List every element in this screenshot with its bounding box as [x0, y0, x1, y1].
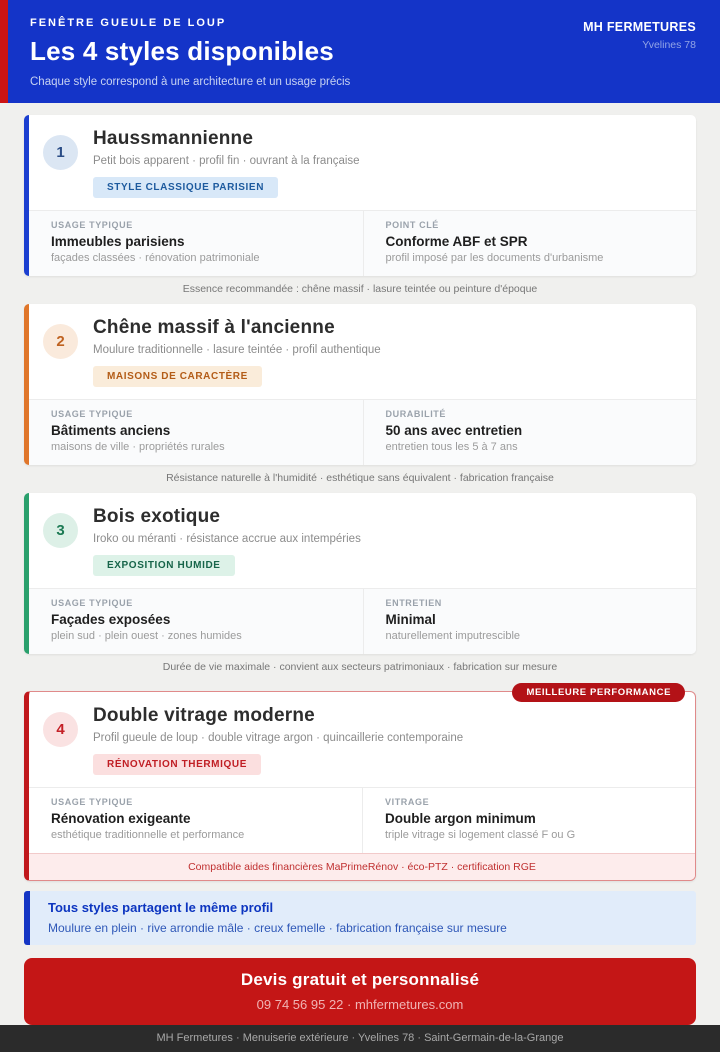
card-columns — [29, 399, 696, 465]
column-label: DURABILITÉ — [385, 409, 446, 419]
card-number-badge: 4 — [43, 712, 78, 747]
card-subtitle: Iroko ou méranti · résistance accrue aux intempéries — [93, 533, 361, 545]
card-title: Bois exotique — [93, 506, 221, 527]
column-note: triple vitrage si logement classé F ou G — [385, 829, 576, 841]
header-accent-stripe — [0, 0, 8, 103]
card-top — [29, 493, 696, 588]
usage-column — [29, 788, 362, 853]
card-tag: RÉNOVATION THERMIQUE — [93, 754, 261, 775]
card-title: Double vitrage moderne — [93, 705, 315, 726]
column-label: USAGE TYPIQUE — [51, 220, 133, 230]
glazing-column — [362, 788, 695, 853]
card-head — [93, 317, 381, 387]
card-columns — [29, 210, 696, 276]
column-note: profil imposé par les documents d'urbanisme — [385, 252, 604, 264]
card-subtitle: Petit bois apparent · profil fin · ouvrant à la française — [93, 155, 360, 167]
card-title: Haussmannienne — [93, 128, 254, 149]
header-subtitle: Chaque style correspond à une architecture et un usage précis — [30, 76, 351, 88]
page-title: Les 4 styles disponibles — [30, 36, 334, 66]
column-value: Double argon minimum — [385, 811, 536, 826]
column-note: esthétique traditionnelle et performance — [51, 829, 245, 841]
column-label: POINT CLÉ — [385, 220, 439, 230]
profile-box-title: Tous styles partagent le même profil — [48, 900, 274, 915]
quote-cta-button[interactable] — [24, 958, 696, 1025]
header — [0, 0, 720, 103]
column-note: façades classées · rénovation patrimoniale — [51, 252, 260, 264]
card-tag: MAISONS DE CARACTÈRE — [93, 366, 262, 387]
cta-contact-info: 09 74 56 95 22 · mhfermetures.com — [256, 997, 464, 1012]
card-number-badge: 3 — [43, 513, 78, 548]
column-label: USAGE TYPIQUE — [51, 598, 133, 608]
brand-name: MH FERMETURES — [583, 20, 696, 34]
column-value: Immeubles parisiens — [51, 234, 185, 249]
card-top — [29, 692, 695, 787]
column-value: Façades exposées — [51, 612, 171, 627]
column-label: USAGE TYPIQUE — [51, 409, 133, 419]
usage-column — [29, 211, 363, 276]
card-head — [93, 506, 361, 576]
column-note: naturellement imputrescible — [385, 630, 521, 642]
shared-profile-box — [24, 891, 696, 945]
column-value: Conforme ABF et SPR — [385, 234, 528, 249]
durability-column — [363, 400, 697, 465]
column-value: 50 ans avec entretien — [385, 423, 523, 438]
card-head — [93, 128, 360, 198]
column-value: Minimal — [385, 612, 436, 627]
card-number-badge: 1 — [43, 135, 78, 170]
card-footnote: Résistance naturelle à l'humidité · esthétique sans équivalent · fabrication française — [166, 472, 554, 484]
card-columns — [29, 588, 696, 654]
card-footnote: Durée de vie maximale · convient aux secteurs patrimoniaux · fabrication sur mesure — [162, 661, 558, 673]
usage-column — [29, 589, 363, 654]
column-label: USAGE TYPIQUE — [51, 797, 133, 807]
card-top — [29, 115, 696, 210]
best-performance-ribbon: MEILLEURE PERFORMANCE — [512, 683, 685, 702]
column-note: plein sud · plein ouest · zones humides — [51, 630, 242, 642]
card-top — [29, 304, 696, 399]
maintenance-column — [363, 589, 697, 654]
brand-location: Yvelines 78 — [642, 39, 696, 51]
card-subtitle: Moulure traditionnelle · lasure teintée · profil authentique — [93, 344, 381, 356]
styles-list — [0, 103, 720, 881]
header-right — [583, 17, 696, 88]
card-number-badge: 2 — [43, 324, 78, 359]
card-head — [93, 705, 463, 775]
card-columns — [29, 787, 695, 853]
header-left — [30, 17, 350, 88]
card-footnote: Essence recommandée : chêne massif · lasure teintée ou peinture d'époque — [182, 283, 538, 295]
style-card-bois-exotique — [24, 493, 696, 654]
card-tag: STYLE CLASSIQUE PARISIEN — [93, 177, 278, 198]
profile-box-subtitle: Moulure en plein · rive arrondie mâle · creux femelle · fabrication française sur mesure — [48, 921, 507, 935]
style-card-haussmannienne — [24, 115, 696, 276]
column-value: Bâtiments anciens — [51, 423, 171, 438]
style-card-chene-massif — [24, 304, 696, 465]
column-note: entretien tous les 5 à 7 ans — [385, 441, 518, 453]
column-label: VITRAGE — [385, 797, 430, 807]
financial-aid-strip: Compatible aides financières MaPrimeRénov · éco-PTZ · certification RGE — [29, 853, 695, 880]
page-footer — [0, 1025, 720, 1052]
card-title: Chêne massif à l'ancienne — [93, 317, 335, 338]
card-subtitle: Profil gueule de loup · double vitrage argon · quincaillerie contemporaine — [93, 732, 464, 744]
card-tag: EXPOSITION HUMIDE — [93, 555, 235, 576]
footer-text: MH Fermetures · Menuiserie extérieure · Yvelines 78 · Saint-Germain-de-la-Grange — [156, 1032, 564, 1044]
header-eyebrow: FENÊTRE GUEULE DE LOUP — [30, 17, 227, 29]
column-note: maisons de ville · propriétés rurales — [51, 441, 225, 453]
key-point-column — [363, 211, 697, 276]
style-card-double-vitrage — [24, 687, 696, 881]
column-value: Rénovation exigeante — [51, 811, 191, 826]
cta-title: Devis gratuit et personnalisé — [240, 970, 480, 989]
usage-column — [29, 400, 363, 465]
column-label: ENTRETIEN — [385, 598, 442, 608]
